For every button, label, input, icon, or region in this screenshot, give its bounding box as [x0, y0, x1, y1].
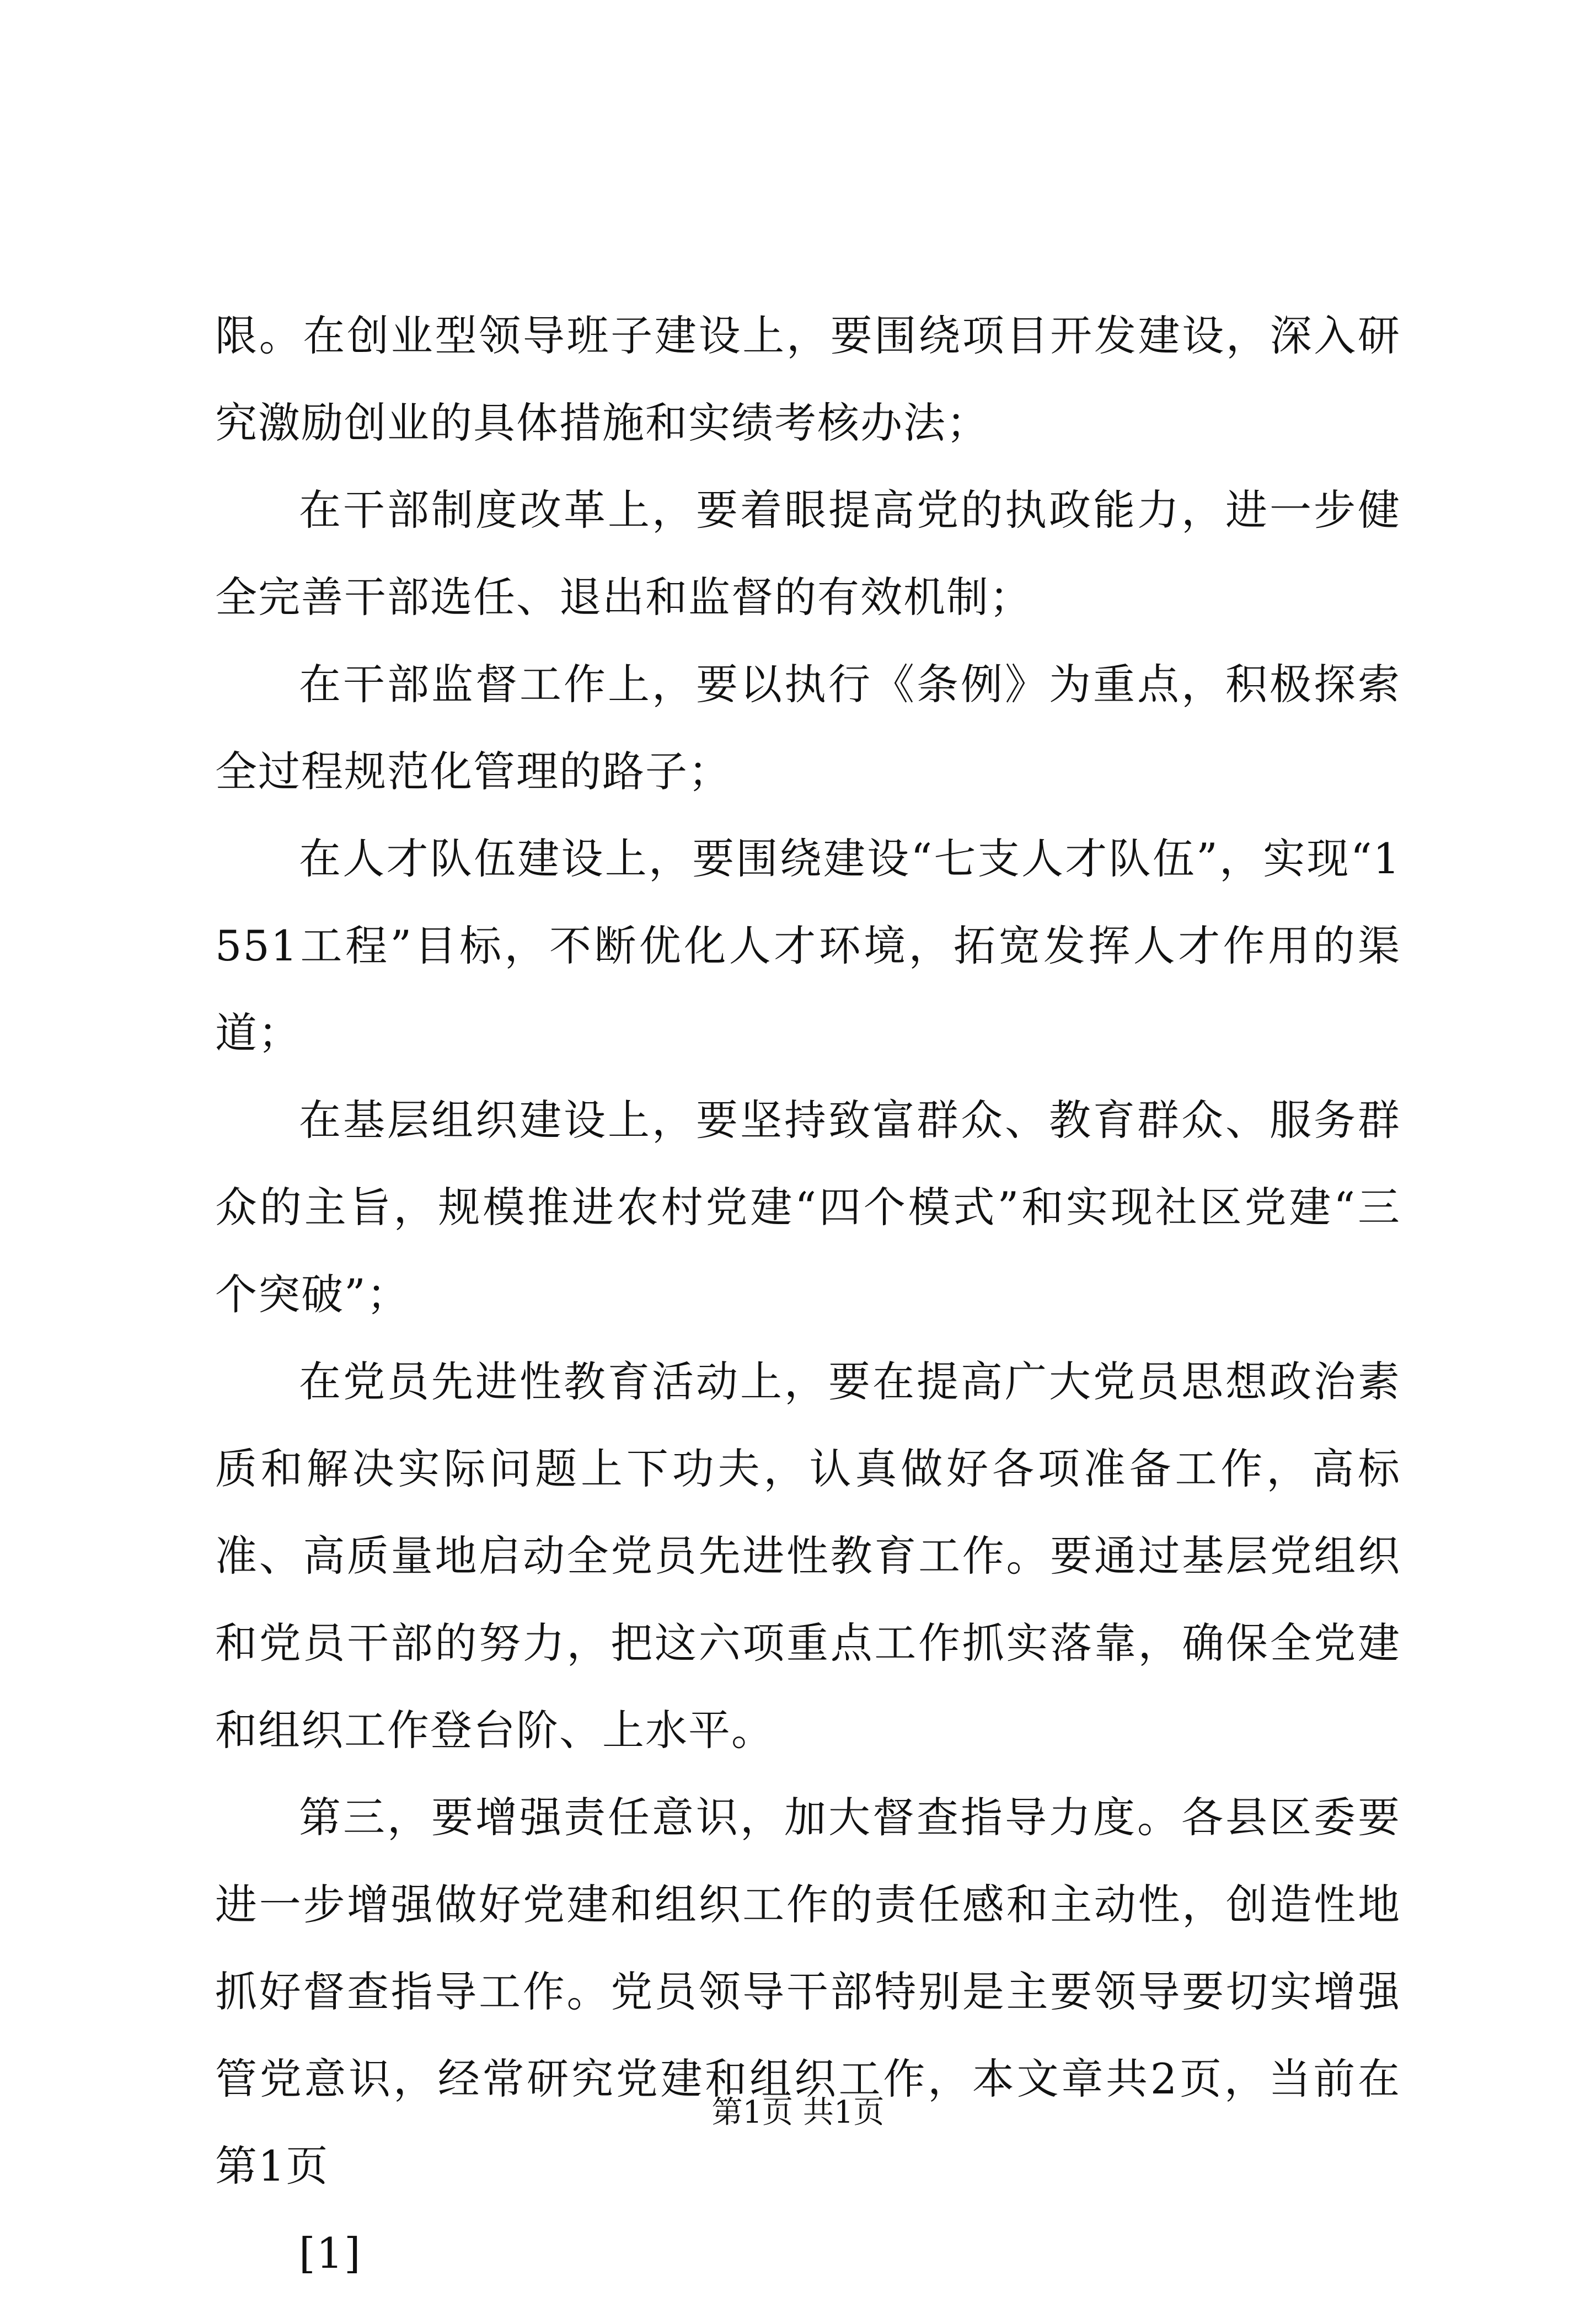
document-body [215, 292, 1401, 2297]
paragraph-7: 第三，要增强责任意识，加大督查指导力度。各县区委要进一步增强做好党建和组织工作的责任感和主动性，创造性地抓好督查指导工作。党员领导干部特别是主要领导要切实增强管党意识，经常研究党建和组织工作，本文章共2页，当前在第1页 [215, 1793, 1401, 2191]
paragraph-5: 在基层组织建设上，要坚持致富群众、教育群众、服务群众的主旨，规模推进农村党建“四个模式”和实现社区党建“三个突破”； [215, 1096, 1401, 1319]
page-footer: 第1页 共1页 [711, 2095, 885, 2130]
paragraph-3: 在干部监督工作上，要以执行《条例》为重点，积极探索全过程规范化管理的路子； [215, 660, 1401, 796]
paragraph-2: 在干部制度改革上，要着眼提高党的执政能力，进一步健全完善干部选任、退出和监督的有效机制； [215, 485, 1401, 622]
paragraph-1: 限。在创业型领导班子建设上，要围绕项目开发建设，深入研究激励创业的具体措施和实绩考核办法； [215, 311, 1401, 447]
page-link-1[interactable]: [1] [299, 2229, 362, 2278]
paragraph-6: 在党员先进性教育活动上，要在提高广大党员思想政治素质和解决实际问题上下功夫，认真做好各项准备工作，高标准、高质量地启动全党员先进性教育工作。要通过基层党组织和党员干部的努力，把这六项重点工作抓实落靠，确保全党建和组织工作登台阶、上水平。 [215, 1357, 1401, 1755]
paragraph-4: 在人才队伍建设上，要围绕建设“七支人才队伍”，实现“1551工程”目标，不断优化人才环境，拓宽发挥人才作用的渠道； [215, 834, 1401, 1057]
